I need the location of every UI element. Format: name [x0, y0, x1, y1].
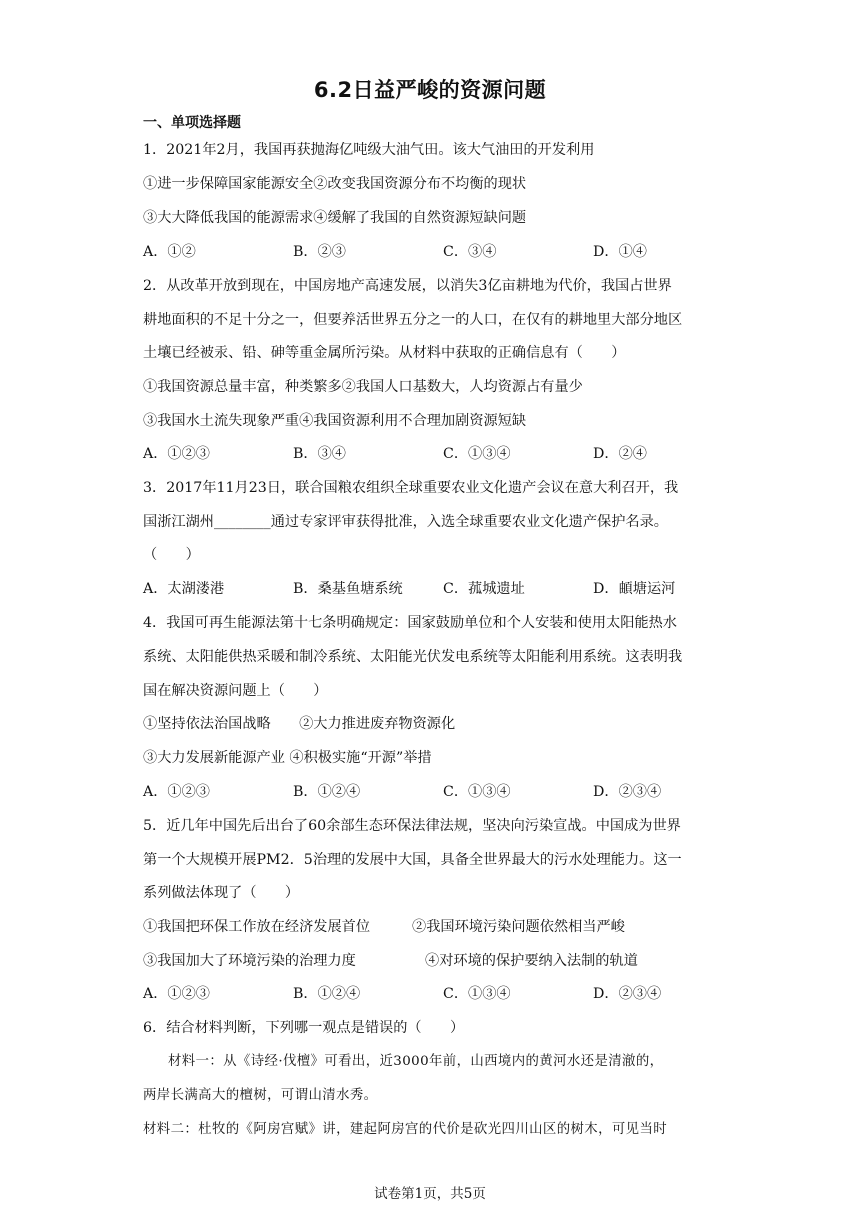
question-1-statement-2: ③大大降低我国的能源需求④缓解了我国的自然资源短缺问题 — [143, 210, 527, 226]
question-1-stem: 1．2021年2月，我国再获抛海亿吨级大油气田。该大气油田的开发利用 — [143, 142, 595, 158]
question-4-options — [143, 782, 703, 802]
option-a[interactable]: A．太湖溇港 — [143, 581, 225, 597]
question-5-line-2: 第一个大规模开展PM2．5治理的发展中大国，具备全世界最大的污水处理能力。这一 — [143, 852, 682, 868]
material-2-line-1: 材料二：杜牧的《阿房宫赋》讲，建起阿房宫的代价是砍光四川山区的树木，可见当时 — [143, 1122, 668, 1137]
question-1-statement-1: ①进一步保障国家能源安全②改变我国资源分布不均衡的现状 — [143, 176, 527, 192]
question-4-line-3: 国在解决资源问题上（ ） — [143, 683, 328, 699]
option-b[interactable]: B．②③ — [293, 244, 346, 260]
question-5-statement-4: ④对环境的保护要纳入法制的轨道 — [425, 953, 638, 969]
question-4-line-2: 系统、太阳能供热采暖和制冷系统、太阳能光伏发电系统等太阳能利用系统。这表明我 — [143, 649, 683, 665]
section-heading: 一、单项选择题 — [143, 115, 241, 131]
page-title: 6.2日益严峻的资源问题 — [313, 78, 547, 102]
option-a[interactable]: A．①②③ — [143, 784, 210, 800]
question-5-statement-2: ②我国环境污染问题依然相当严峻 — [412, 919, 625, 935]
question-5-statement-3: ③我国加大了环境污染的治理力度 — [143, 953, 356, 969]
option-c[interactable]: C．①③④ — [443, 986, 511, 1002]
option-a[interactable]: A．①② — [143, 244, 196, 260]
question-5-options — [143, 984, 703, 1004]
option-d[interactable]: D．頔塘运河 — [593, 581, 676, 597]
option-b[interactable]: B．桑基鱼塘系统 — [293, 581, 403, 597]
question-2-line-3: 土壤已经被汞、铅、砷等重金属所污染。从材料中获取的正确信息有（ ） — [143, 345, 626, 361]
option-d[interactable]: D．②③④ — [593, 986, 662, 1002]
question-5-statement-1: ①我国把环保工作放在经济发展首位 — [143, 919, 371, 935]
option-b[interactable]: B．①②④ — [293, 784, 361, 800]
question-5-line-3: 系列做法体现了（ ） — [143, 885, 300, 901]
question-2-line-1: 2．从改革开放到现在，中国房地产高速发展，以消失3亿亩耕地为代价，我国占世界 — [143, 278, 672, 294]
question-2-options — [143, 444, 703, 464]
question-6-stem: 6．结合材料判断，下列哪一观点是错误的（ ） — [143, 1020, 465, 1036]
option-c[interactable]: C．①③④ — [443, 784, 511, 800]
question-5-line-1: 5．近几年中国先后出台了60余部生态环保法律法规，坚决向污染宣战。中国成为世界 — [143, 818, 681, 834]
question-3-line-3: （ ） — [143, 547, 200, 563]
option-c[interactable]: C．①③④ — [443, 446, 511, 462]
question-3-options — [143, 579, 703, 599]
question-2-line-2: 耕地面积的不足十分之一，但要养活世界五分之一的人口，在仅有的耕地里大部分地区 — [143, 312, 683, 328]
option-b[interactable]: B．①②④ — [293, 986, 361, 1002]
option-a[interactable]: A．①②③ — [143, 986, 210, 1002]
question-3-line-1: 3．2017年11月23日，联合国粮农组织全球重要农业文化遗产会议在意大利召开，我 — [143, 480, 679, 496]
option-d[interactable]: D．②④ — [593, 446, 647, 462]
option-b[interactable]: B．③④ — [293, 446, 346, 462]
material-1-line-2: 两岸长满高大的檀树，可谓山清水秀。 — [143, 1088, 378, 1103]
option-c[interactable]: C．③④ — [443, 244, 497, 260]
question-4-statement-1: ①坚持依法治国战略 ②大力推进废弃物资源化 — [143, 716, 456, 732]
question-4-line-1: 4．我国可再生能源法第十七条明确规定：国家鼓励单位和个人安装和使用太阳能热水 — [143, 615, 677, 631]
option-d[interactable]: D．①④ — [593, 244, 647, 260]
option-d[interactable]: D．②③④ — [593, 784, 662, 800]
option-c[interactable]: C．菰城遗址 — [443, 581, 525, 597]
option-a[interactable]: A．①②③ — [143, 446, 210, 462]
page-footer: 试卷第1页，共5页 — [374, 1186, 486, 1202]
question-4-statement-2: ③大力发展新能源产业 ④积极实施“开源”举措 — [143, 750, 432, 766]
question-1-options — [143, 242, 703, 262]
question-3-line-2: 国浙江湖州________通过专家评审获得批准，入选全球重要农业文化遗产保护名录。 — [143, 514, 668, 530]
question-2-statement-2: ③我国水土流失现象严重④我国资源利用不合理加剧资源短缺 — [143, 413, 527, 429]
question-2-statement-1: ①我国资源总量丰富，种类繁多②我国人口基数大，人均资源占有量少 — [143, 379, 583, 395]
material-1-line-1: 材料一：从《诗经·伐檀》可看出，近3000年前，山西境内的黄河水还是清澈的， — [168, 1054, 664, 1069]
